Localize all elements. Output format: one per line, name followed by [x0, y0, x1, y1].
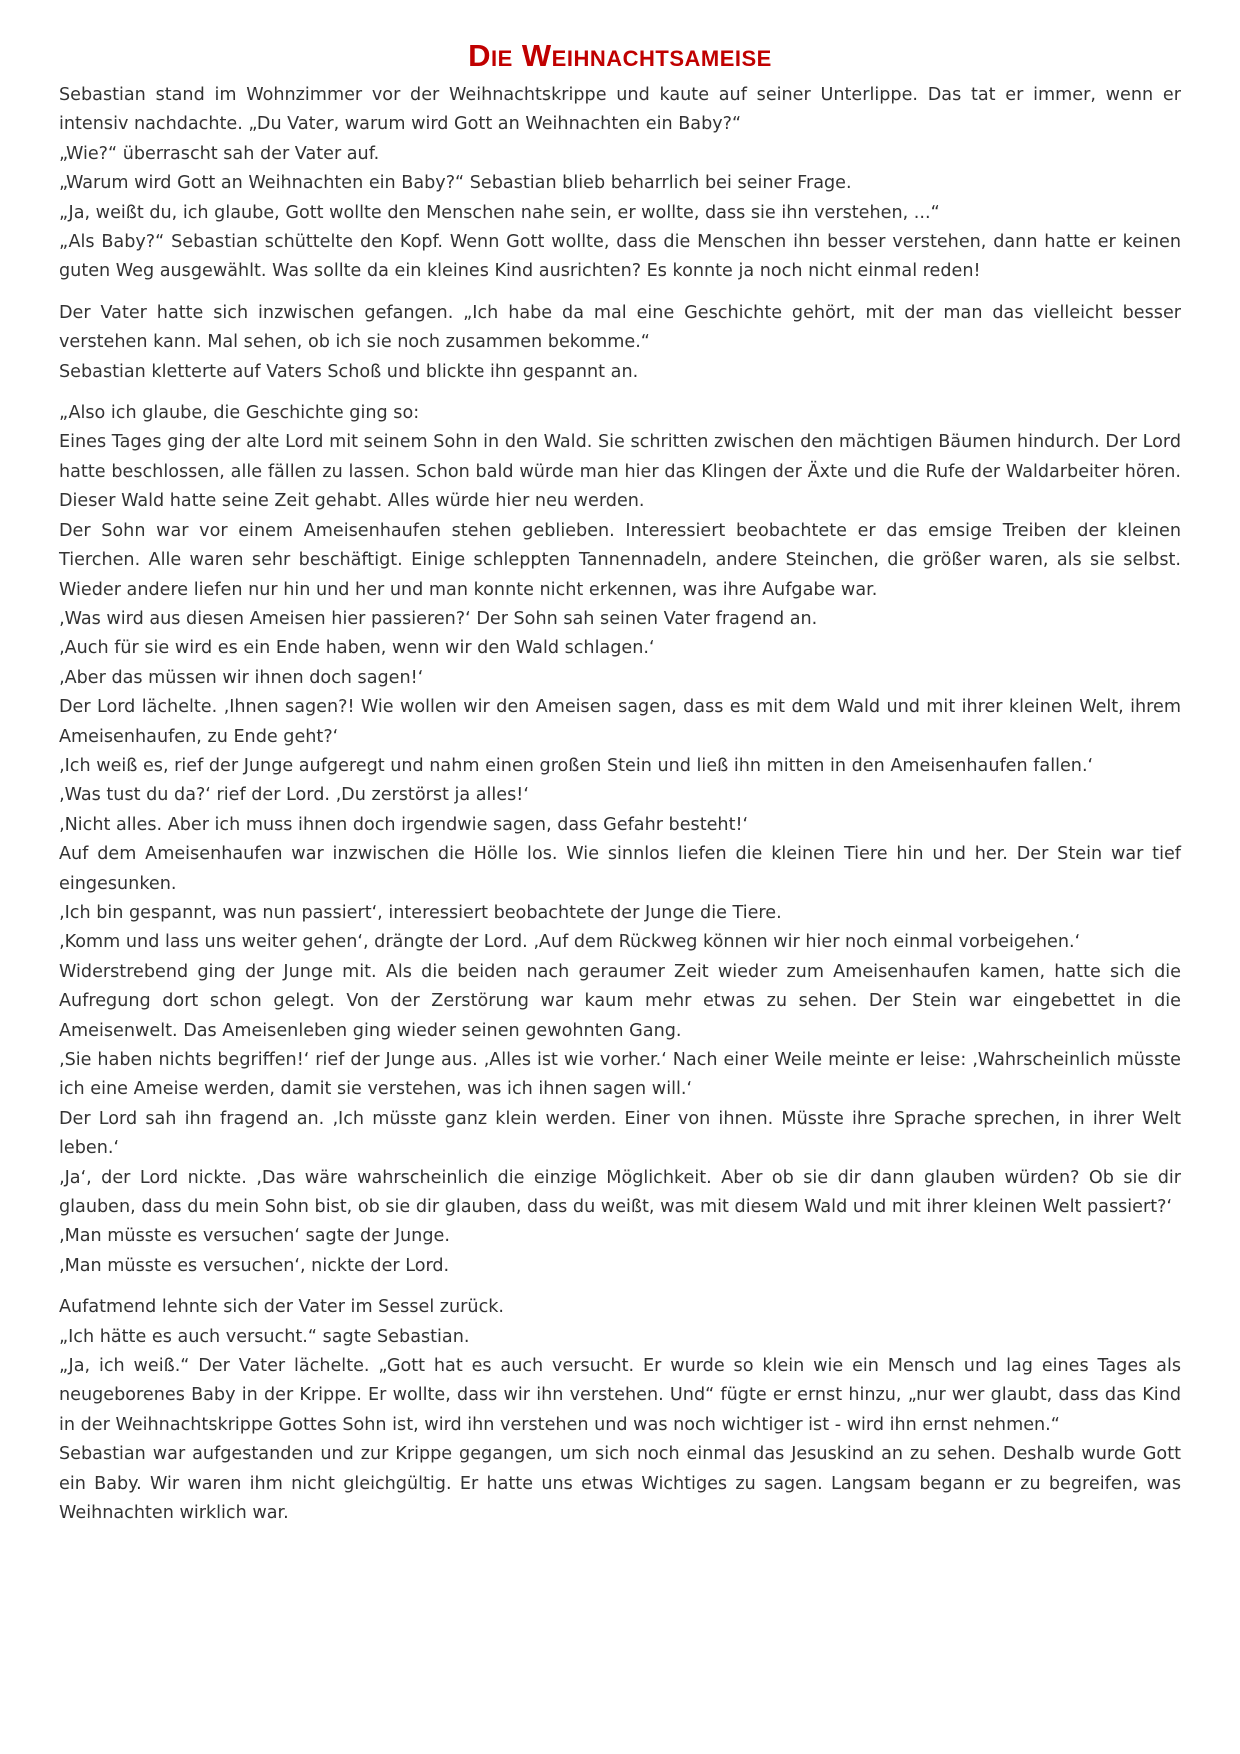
- paragraph: ‚Aber das müssen wir ihnen doch sagen!‘: [59, 667, 424, 688]
- paragraph: „Als Baby?“ Sebastian schüttelte den Kopf. Wenn Gott wollte, dass die Menschen ihn besser verstehen, dann hatte er keinen guten Weg ausgewählt. Was sollte da ein kleines Kind ausrichten? Es konnte ja noch nicht einmal reden!: [59, 232, 1181, 282]
- paragraph: „Ich hätte es auch versucht.“ sagte Sebastian.: [59, 1326, 470, 1347]
- paragraph: Der Vater hatte sich inzwischen gefangen. „Ich habe da mal eine Geschichte gehört, mit der man das vielleicht besser verstehen kann. Mal sehen, ob ich sie noch zusammen bekomme.“: [59, 302, 1181, 353]
- paragraph: Der Sohn war vor einem Ameisenhaufen stehen geblieben. Interessiert beobachtete er das emsige Treiben der kleinen Tierchen. Alle waren sehr beschäftigt. Einige schleppten Tannennadeln, andere Steinchen, die größer waren, als sie selbst. Wieder andere liefen nur hin und her und man konnte nicht erkennen, was ihre Aufgabe war.: [59, 520, 1181, 600]
- text-section: [59, 299, 1181, 387]
- paragraph: Widerstrebend ging der Junge mit. Als die beiden nach geraumer Zeit wieder zum Ameisenhaufen kamen, hatte sich die Aufregung dort schon gelegt. Von der Zerstörung war kaum mehr etwas zu sehen. Der Stein war eingebettet in die Ameisenwelt. Das Ameisenleben ging wieder seinen gewohnten Gang.: [59, 961, 1181, 1041]
- paragraph: Der Lord lächelte. ‚Ihnen sagen?! Wie wollen wir den Ameisen sagen, dass es mit dem Wald und mit ihrer kleinen Welt, ihrem Ameisenhaufen, zu Ende geht?‘: [59, 697, 1181, 747]
- paragraph: Sebastian stand im Wohnzimmer vor der Weihnachtskrippe und kaute auf seiner Unterlippe. Das tat er immer, wenn er intensiv nachdachte. „Du Vater, warum wird Gott an Weihnachten ein Baby?“: [59, 85, 1181, 135]
- document-body: [59, 81, 1181, 1529]
- text-section: [59, 399, 1181, 1281]
- paragraph: ‚Man müsste es versuchen‘, nickte der Lord.: [59, 1255, 450, 1276]
- text-section: [59, 81, 1181, 287]
- paragraph: „Warum wird Gott an Weihnachten ein Baby?“ Sebastian blieb beharrlich bei seiner Frage.: [59, 173, 852, 194]
- text-section: [59, 1293, 1181, 1528]
- paragraph: „Wie?“ überrascht sah der Vater auf.: [59, 143, 380, 164]
- paragraph: ‚Komm und lass uns weiter gehen‘, drängte der Lord. ‚Auf dem Rückweg können wir hier noch einmal vorbeigehen.‘: [59, 932, 1081, 953]
- paragraph: ‚Nicht alles. Aber ich muss ihnen doch irgendwie sagen, dass Gefahr besteht!‘: [59, 814, 749, 835]
- paragraph: „Ja, ich weiß.“ Der Vater lächelte. „Gott hat es auch versucht. Er wurde so klein wie ein Mensch und lag eines Tages als neugeborenes Baby in der Krippe. Er wollte, dass wir ihn verstehen. Und“ fügte er ernst hinzu, „nur wer glaubt, dass das Kind in der Weihnachtskrippe Gottes Sohn ist, wird ihn verstehen und was noch wichtiger ist - wird ihn ernst nehmen.“: [59, 1356, 1181, 1435]
- paragraph: ‚Auch für sie wird es ein Ende haben, wenn wir den Wald schlagen.‘: [59, 638, 655, 659]
- paragraph: Der Lord sah ihn fragend an. ‚Ich müsste ganz klein werden. Einer von ihnen. Müsste ihre Sprache sprechen, in ihrer Welt leben.‘: [59, 1108, 1181, 1159]
- paragraph: Aufatmend lehnte sich der Vater im Sessel zurück.: [59, 1297, 505, 1318]
- paragraph: ‚Man müsste es versuchen‘ sagte der Junge.: [59, 1226, 450, 1247]
- paragraph: Auf dem Ameisenhaufen war inzwischen die Hölle los. Wie sinnlos liefen die kleinen Tiere hin und her. Der Stein war tief eingesunken.: [59, 844, 1181, 894]
- paragraph: ‚Ich bin gespannt, was nun passiert‘, interessiert beobachtete der Junge die Tiere.: [59, 902, 782, 923]
- paragraph: Eines Tages ging der alte Lord mit seinem Sohn in den Wald. Sie schritten zwischen den mächtigen Bäumen hindurch. Der Lord hatte beschlossen, alle fällen zu lassen. Schon bald würde man hier das Klingen der Äxte und die Rufe der Waldarbeiter hören. Dieser Wald hatte seine Zeit gehabt. Alles würde hier neu werden.: [59, 432, 1181, 512]
- paragraph: Sebastian war aufgestanden und zur Krippe gegangen, um sich noch einmal das Jesuskind an zu sehen. Deshalb wurde Gott ein Baby. Wir waren ihm nicht gleichgültig. Er hatte uns etwas Wichtiges zu sagen. Langsam begann er zu begreifen, was Weihnachten wirklich war.: [59, 1444, 1181, 1524]
- paragraph: ‚Was wird aus diesen Ameisen hier passieren?‘ Der Sohn sah seinen Vater fragend an.: [59, 608, 818, 629]
- paragraph: „Also ich glaube, die Geschichte ging so:: [59, 403, 420, 424]
- paragraph: ‚Sie haben nichts begriffen!‘ rief der Junge aus. ‚Alles ist wie vorher.‘ Nach einer Weile meinte er leise: ‚Wahrscheinlich müsste ich eine Ameise werden, damit sie verstehen, was ich ihnen sagen will.‘: [59, 1050, 1181, 1100]
- paragraph: ‚Ich weiß es, rief der Junge aufgeregt und nahm einen großen Stein und ließ ihn mitten in den Ameisenhaufen fallen.‘: [59, 755, 1094, 776]
- paragraph: Sebastian kletterte auf Vaters Schoß und blickte ihn gespannt an.: [59, 361, 639, 382]
- paragraph: ‚Was tust du da?‘ rief der Lord. ‚Du zerstörst ja alles!‘: [59, 785, 529, 806]
- paragraph: „Ja, weißt du, ich glaube, Gott wollte den Menschen nahe sein, er wollte, dass sie ihn verstehen, ...“: [59, 202, 940, 223]
- document-title: Die Weihnachtsameise: [468, 38, 772, 73]
- document-page: [59, 36, 1181, 1541]
- paragraph: ‚Ja‘, der Lord nickte. ‚Das wäre wahrscheinlich die einzige Möglichkeit. Aber ob sie dir dann glauben würden? Ob sie dir glauben, dass du mein Sohn bist, ob sie dir glauben, dass du weißt, was mit diesem Wald und mit ihrer kleinen Welt passiert?‘: [59, 1167, 1181, 1218]
